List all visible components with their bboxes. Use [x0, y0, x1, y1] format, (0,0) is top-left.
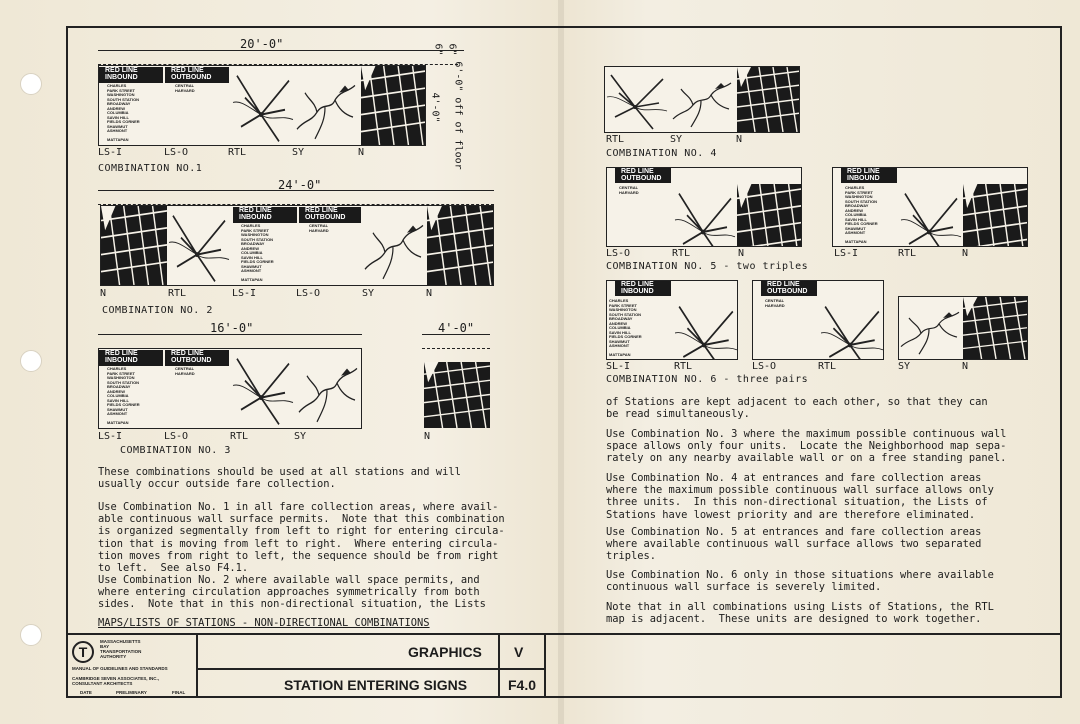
date-label: DATE — [80, 690, 92, 695]
label-sy: SY — [292, 147, 305, 158]
label-n: N — [100, 288, 107, 299]
inbound-station-list — [241, 224, 274, 283]
station-name: COLUMBIA — [107, 393, 129, 398]
outbound-station-list: CENTRAL HARVARD — [309, 223, 329, 233]
paragraph: Use Combination No. 2 where available wall space permits, and where entering circulation approaches symmetrically from both sides. Note that in this non-directional situation, the Lists — [98, 574, 486, 611]
station-name: BROADWAY — [241, 241, 265, 246]
label-n: N — [962, 248, 969, 259]
label-ls-o: LS-O — [752, 361, 777, 372]
header-outbound: RED LINE OUTBOUND — [165, 67, 229, 83]
label-rtl: RTL — [898, 248, 917, 259]
station-name: SOUTH STATION — [609, 311, 642, 317]
outbound-station-list: CENTRAL HARVARD — [175, 83, 195, 93]
station-name: ASHMONT — [107, 128, 128, 133]
station-name: CHARLES — [609, 298, 629, 303]
station-name: FIELDS CORNER — [845, 221, 878, 226]
section-number: V — [514, 644, 524, 660]
paragraph: Use Combination No. 4 at entrances and fare collection areas where the maximum possible continuous wall surface allows only three units. In this non-directional situation, the Lists of Stations have lowest priority and are therefore eliminated. — [606, 472, 994, 521]
consultant: CAMBRIDGE SEVEN ASSOCIATES, INC., CONSULTANT ARCHITECTS — [72, 676, 160, 686]
station-name: SAVIN HILL — [845, 216, 867, 222]
station-name: BROADWAY — [107, 101, 131, 106]
paragraph: Use Combination No. 6 only in those situations where available continuous wall surface is severely limited. — [606, 569, 994, 594]
station-name: SAVIN HILL — [107, 114, 129, 120]
station-name: ANDREW — [107, 105, 125, 111]
n-map — [101, 206, 167, 285]
sy-map — [671, 67, 735, 132]
combination-1-title: COMBINATION NO.1 — [98, 163, 203, 174]
label-ls-i: LS-I — [98, 147, 123, 158]
rtl-map — [231, 66, 295, 145]
final-label: FINAL — [172, 690, 186, 695]
rtl-map — [605, 67, 669, 132]
station-name: BROADWAY — [845, 203, 869, 208]
station-name: PARK STREET — [107, 87, 135, 93]
paragraph: These combinations should be used at all stations and will usually occur outside fare collection. — [98, 466, 461, 491]
paragraph: Note that in all combinations using Lists of Stations, the RTL map is adjacent. These units are designed to work together. — [606, 601, 994, 626]
header-outbound: RED LINE OUTBOUND — [761, 281, 817, 296]
station-name: ANDREW — [845, 207, 863, 213]
inbound-station-list — [107, 84, 140, 143]
combination-5-sign-a — [606, 167, 802, 247]
header-outbound: RED LINE OUTBOUND — [615, 168, 671, 183]
combination-6-sign-a — [606, 280, 738, 360]
paragraph: Use Combination No. 5 at entrances and fare collection areas where available continuous wall surface allows two separated triples. — [606, 526, 982, 563]
divider — [498, 635, 500, 698]
station-name: PARK STREET — [609, 302, 637, 308]
dimension-label: 4'-0" — [429, 92, 441, 123]
sheet-number: F4.0 — [508, 677, 537, 693]
combination-2-title: COMBINATION NO. 2 — [102, 305, 213, 316]
label-ls-o: LS-O — [606, 248, 631, 259]
label-ls-o: LS-O — [164, 147, 189, 158]
station-name: SOUTH STATION — [241, 236, 274, 242]
label-sy: SY — [362, 288, 375, 299]
station-name: MATTAPAN — [845, 239, 867, 244]
dimension-label: 6" — [432, 43, 444, 56]
station-name: COLUMBIA — [241, 250, 263, 255]
station-name: FIELDS CORNER — [107, 119, 140, 124]
station-name: ASHMONT — [241, 268, 262, 273]
station-name: BROADWAY — [609, 316, 633, 321]
sy-map — [899, 297, 963, 359]
n-map — [737, 67, 800, 132]
station-name: SHAWMUT — [609, 338, 630, 344]
station-name: COLUMBIA — [107, 110, 129, 115]
inbound-station-list — [845, 186, 878, 245]
outbound-station-list: CENTRAL HARVARD — [765, 298, 785, 308]
header-inbound: RED LINE INBOUND — [841, 168, 897, 183]
label-rtl: RTL — [228, 147, 247, 158]
binder-hole — [20, 624, 42, 646]
dimension-label: 4'-0" — [438, 321, 475, 335]
station-name: WASHINGTON — [609, 307, 637, 312]
combination-5-sign-b — [832, 167, 1028, 247]
dimension-label: 16'-0" — [210, 321, 254, 335]
combination-4-sign — [604, 66, 800, 133]
section-heading: MAPS/LISTS OF STATIONS - NON-DIRECTIONAL COMBINATIONS — [98, 617, 430, 629]
station-name: PARK STREET — [107, 370, 135, 376]
label-n: N — [738, 248, 745, 259]
station-name: ANDREW — [107, 388, 125, 394]
binder-hole — [20, 350, 42, 372]
label-rtl: RTL — [168, 288, 187, 299]
rtl-map — [167, 206, 231, 285]
station-name: SHAWMUT — [107, 406, 128, 412]
n-map — [427, 206, 494, 285]
label-sy: SY — [294, 431, 307, 442]
dimension-label: 24'-0" — [278, 178, 322, 192]
station-name: FIELDS CORNER — [107, 402, 140, 407]
sheet-title: STATION ENTERING SIGNS — [284, 677, 468, 693]
rtl-map — [819, 297, 884, 360]
header-outbound: RED LINE OUTBOUND — [299, 207, 361, 223]
rtl-map — [231, 349, 295, 428]
station-name: COLUMBIA — [845, 212, 867, 217]
combination-5-title: COMBINATION NO. 5 - two triples — [606, 261, 809, 272]
paragraph: Use Combination No. 3 where the maximum possible continuous wall space allows only four units. Locate the Neighborhood map sepa- rately on any nearby available wall or on a free standing panel. — [606, 428, 1007, 465]
station-name: WASHINGTON — [845, 194, 873, 199]
station-name: MATTAPAN — [241, 277, 263, 282]
header-inbound: RED LINE INBOUND — [99, 350, 163, 366]
label-n: N — [736, 134, 743, 145]
label-n: N — [426, 288, 433, 299]
sy-map — [297, 349, 361, 428]
header-inbound: RED LINE INBOUND — [99, 67, 163, 83]
station-name: SOUTH STATION — [107, 379, 140, 385]
label-n: N — [962, 361, 969, 372]
label-ls-i: LS-I — [232, 288, 257, 299]
station-name: ANDREW — [241, 245, 259, 251]
station-name: BROADWAY — [107, 384, 131, 389]
station-name: MATTAPAN — [107, 137, 129, 142]
station-name: WASHINGTON — [241, 232, 269, 237]
station-name: WASHINGTON — [107, 92, 135, 97]
label-ls-o: LS-O — [164, 431, 189, 442]
station-name: SHAWMUT — [845, 225, 866, 231]
binder-hole — [20, 73, 42, 95]
station-name: ASHMONT — [107, 411, 128, 416]
station-name: MATTAPAN — [107, 420, 129, 425]
dimension-label: 6" — [446, 43, 458, 56]
n-map — [737, 184, 802, 247]
n-map — [963, 297, 1028, 359]
preliminary-label: PRELIMINARY — [116, 690, 147, 695]
header-outbound: RED LINE OUTBOUND — [165, 350, 229, 366]
station-name: MATTAPAN — [609, 352, 631, 357]
station-name: CHARLES — [107, 83, 127, 88]
label-n: N — [424, 431, 431, 442]
label-sy: SY — [670, 134, 683, 145]
label-ls-o: LS-O — [296, 288, 321, 299]
station-name: SAVIN HILL — [241, 254, 263, 260]
sy-map — [363, 206, 427, 285]
station-name: CHARLES — [241, 223, 261, 228]
dimension-label: 6'-0" off of floor — [452, 61, 464, 170]
combination-3-sign — [98, 348, 362, 429]
inbound-station-list — [107, 367, 140, 426]
station-name: SHAWMUT — [107, 123, 128, 129]
n-map — [963, 184, 1028, 247]
station-name: WASHINGTON — [107, 375, 135, 380]
rtl-map — [899, 184, 963, 247]
dimension-dash — [422, 348, 490, 349]
outbound-station-list: CENTRAL HARVARD — [619, 185, 639, 195]
combination-1-sign — [98, 65, 426, 146]
station-name: SAVIN HILL — [609, 329, 631, 335]
label-rtl: RTL — [818, 361, 837, 372]
inbound-station-list — [609, 299, 642, 358]
mbta-logo: T — [72, 641, 94, 663]
title-block — [66, 633, 1062, 698]
station-name: CHARLES — [845, 185, 865, 190]
station-name: FIELDS CORNER — [609, 334, 642, 339]
station-name: SHAWMUT — [241, 263, 262, 269]
divider — [544, 635, 546, 698]
divider — [196, 668, 544, 670]
label-ls-i: LS-I — [98, 431, 123, 442]
station-name: ASHMONT — [609, 343, 630, 348]
rtl-map — [673, 297, 738, 360]
paragraph: Use Combination No. 1 in all fare collection areas, where avail- able continuous wall surface permits. Note that this combination is organized segmentally from left to right for entering circula- tion that is moving from left to right. Where entering circula- tion moves from right to left, the sequence should be from right to left. See also F4.1. — [98, 501, 505, 575]
label-rtl: RTL — [674, 361, 693, 372]
combination-6-title: COMBINATION NO. 6 - three pairs — [606, 374, 809, 385]
label-rtl: RTL — [672, 248, 691, 259]
combination-3-title: COMBINATION NO. 3 — [120, 445, 231, 456]
n-map — [361, 66, 426, 145]
station-name: PARK STREET — [241, 227, 269, 233]
rtl-map — [673, 184, 737, 247]
dimension-label: 20'-0" — [240, 37, 284, 51]
station-name: CHARLES — [107, 366, 127, 371]
station-name: ANDREW — [609, 320, 627, 326]
manual-title: MANUAL OF GUIDELINES AND STANDARDS — [72, 666, 168, 671]
header-inbound: RED LINE INBOUND — [615, 281, 671, 296]
header-inbound: RED LINE INBOUND — [233, 207, 297, 223]
n-map — [424, 362, 490, 428]
combination-4-title: COMBINATION NO. 4 — [606, 148, 717, 159]
station-name: ASHMONT — [845, 230, 866, 235]
station-name: SAVIN HILL — [107, 397, 129, 403]
label-rtl: RTL — [606, 134, 625, 145]
station-name: SOUTH STATION — [107, 96, 140, 102]
station-name: PARK STREET — [845, 189, 873, 195]
combination-2-sign — [100, 205, 494, 286]
label-n: N — [358, 147, 365, 158]
station-name: COLUMBIA — [609, 325, 631, 330]
outbound-station-list: CENTRAL HARVARD — [175, 366, 195, 376]
label-sy: SY — [898, 361, 911, 372]
station-name: SOUTH STATION — [845, 198, 878, 204]
divider — [196, 635, 198, 698]
section-name: GRAPHICS — [408, 644, 482, 660]
label-rtl: RTL — [230, 431, 249, 442]
paragraph: of Stations are kept adjacent to each other, so that they can be read simultaneously. — [606, 396, 988, 421]
org-name: MASSACHUSETTS BAY TRANSPORTATION AUTHORITY — [100, 639, 142, 659]
label-ls-i: LS-I — [834, 248, 859, 259]
label-sl-i: SL-I — [606, 361, 631, 372]
combination-6-sign-c — [898, 296, 1028, 360]
sy-map — [295, 66, 359, 145]
combination-6-sign-b — [752, 280, 884, 360]
station-name: FIELDS CORNER — [241, 259, 274, 264]
